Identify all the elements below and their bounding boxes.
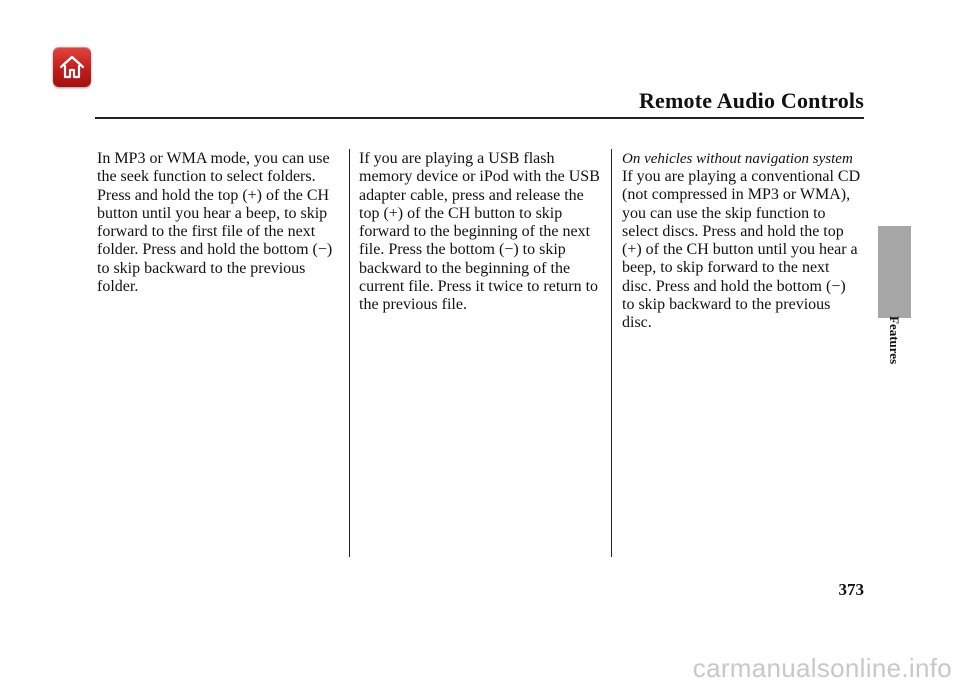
- page-number: 373: [838, 580, 864, 599]
- column-1: [97, 150, 341, 296]
- section-tab-label[interactable]: [882, 316, 906, 396]
- column-3-subheading: On vehicles without navigation system: [622, 151, 853, 167]
- title-divider: [95, 117, 864, 119]
- column-2: [359, 150, 603, 315]
- section-tab[interactable]: [878, 226, 911, 318]
- column-divider-1: [349, 149, 350, 557]
- watermark: carmanualsonline.info: [692, 653, 952, 683]
- column-3-text: If you are playing a conventional CD (not compressed in MP3 or WMA), you can use the skip function to select discs. Press and hold the top (+) of the CH button until you hear a beep, to skip forward to the next disc. Press and hold the bottom (−) to skip backward to the previous disc.: [622, 168, 861, 332]
- column-1-text: In MP3 or WMA mode, you can use the seek function to select folders. Press and hold the top (+) of the CH button until you hear a beep, to skip forward to the first file of the next folder. Press and hold the bottom (−) to skip backward to the previous folder.: [97, 150, 333, 296]
- column-divider-2: [611, 149, 612, 557]
- column-3: [622, 150, 862, 333]
- section-tab-label-text: Features: [887, 316, 902, 365]
- column-2-text: If you are playing a USB flash memory device or iPod with the USB adapter cable, press and release the top (+) of the CH button to skip forward to the beginning of the next file. Press the bottom (−) to skip backward to the beginning of the current file. Press it twice to return to the previous file.: [359, 150, 600, 314]
- home-icon: [58, 54, 86, 80]
- page-title: Remote Audio Controls: [638, 88, 864, 113]
- home-button[interactable]: [53, 47, 91, 87]
